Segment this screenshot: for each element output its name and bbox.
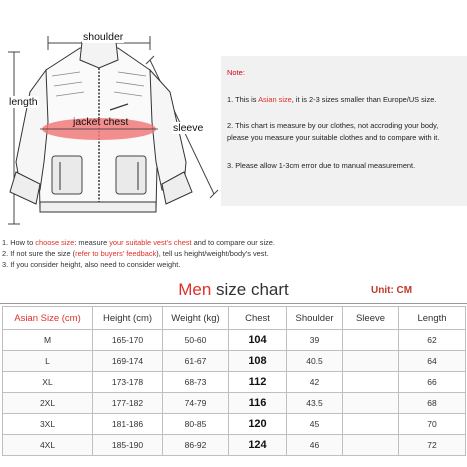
cell-size: XL <box>3 372 93 393</box>
guide-line-1: 1. How to choose size: measure your suitable vest's chest and to compare our size. <box>2 238 275 247</box>
length-label: length <box>9 96 38 108</box>
cell-weight: 86-92 <box>163 435 229 456</box>
cell-height: 169-174 <box>93 351 163 372</box>
cell-length: 62 <box>399 330 466 351</box>
sleeve-label: sleeve <box>173 122 204 134</box>
header-shoulder: Shoulder <box>287 307 343 330</box>
cell-shoulder: 43.5 <box>287 393 343 414</box>
cell-shoulder: 39 <box>287 330 343 351</box>
cell-sleeve <box>343 351 399 372</box>
cell-length: 66 <box>399 372 466 393</box>
guide-line-2: 2. If not sure the size (refer to buyers' feedback), tell us height/weight/body's vest. <box>2 249 269 258</box>
chart-title: Men size chart <box>178 280 289 299</box>
cell-size: 4XL <box>3 435 93 456</box>
jacket-illustration <box>0 12 225 234</box>
cell-length: 68 <box>399 393 466 414</box>
cell-shoulder: 40.5 <box>287 351 343 372</box>
cell-size: 3XL <box>3 414 93 435</box>
cell-weight: 74-79 <box>163 393 229 414</box>
note-box <box>221 56 467 206</box>
header-height: Height (cm) <box>93 307 163 330</box>
note-title: Note: <box>227 68 245 77</box>
cell-shoulder: 46 <box>287 435 343 456</box>
cell-chest: 124 <box>229 435 287 456</box>
header-length: Length <box>399 307 466 330</box>
header-asian-size: Asian Size (cm) <box>3 307 93 330</box>
cell-sleeve <box>343 414 399 435</box>
jacket-chest-label: jacket chest <box>73 116 129 128</box>
table-row <box>3 414 466 435</box>
cell-sleeve <box>343 393 399 414</box>
header-weight: Weight (kg) <box>163 307 229 330</box>
cell-size: 2XL <box>3 393 93 414</box>
cell-shoulder: 42 <box>287 372 343 393</box>
table-header-row <box>3 307 466 330</box>
cell-sleeve <box>343 435 399 456</box>
cell-height: 173-178 <box>93 372 163 393</box>
size-chart <box>0 278 467 467</box>
cell-chest: 112 <box>229 372 287 393</box>
cell-weight: 68-73 <box>163 372 229 393</box>
cell-length: 70 <box>399 414 466 435</box>
size-guide <box>0 237 467 271</box>
cell-size: M <box>3 330 93 351</box>
header-sleeve: Sleeve <box>343 307 399 330</box>
shoulder-label: shoulder <box>83 31 124 43</box>
note-item-2: 2. This chart is measure by our clothes, not accroding your body, please you measure your suitable clothes and to compare with it. <box>227 121 440 142</box>
note-item-3: 3. Please allow 1-3cm error due to manual measurement. <box>227 161 416 170</box>
table-row <box>3 330 466 351</box>
cell-weight: 80-85 <box>163 414 229 435</box>
table-row <box>3 351 466 372</box>
cell-chest: 104 <box>229 330 287 351</box>
cell-length: 64 <box>399 351 466 372</box>
cell-sleeve <box>343 372 399 393</box>
cell-sleeve <box>343 330 399 351</box>
size-table <box>2 306 466 456</box>
table-row <box>3 435 466 456</box>
cell-weight: 61-67 <box>163 351 229 372</box>
table-row <box>3 393 466 414</box>
cell-size: L <box>3 351 93 372</box>
cell-chest: 108 <box>229 351 287 372</box>
cell-length: 72 <box>399 435 466 456</box>
guide-line-3: 3. If you consider height, also need to consider weight. <box>2 260 181 269</box>
header-chest: Chest <box>229 307 287 330</box>
cell-chest: 120 <box>229 414 287 435</box>
cell-height: 177-182 <box>93 393 163 414</box>
cell-chest: 116 <box>229 393 287 414</box>
table-row <box>3 372 466 393</box>
note-item-1: 1. This is Asian size, it is 2-3 sizes smaller than Europe/US size. <box>227 95 437 104</box>
cell-shoulder: 45 <box>287 414 343 435</box>
cell-weight: 50-60 <box>163 330 229 351</box>
title-divider <box>0 303 467 304</box>
unit-label: Unit: CM <box>371 285 413 296</box>
cell-height: 181-186 <box>93 414 163 435</box>
cell-height: 165-170 <box>93 330 163 351</box>
cell-height: 185-190 <box>93 435 163 456</box>
